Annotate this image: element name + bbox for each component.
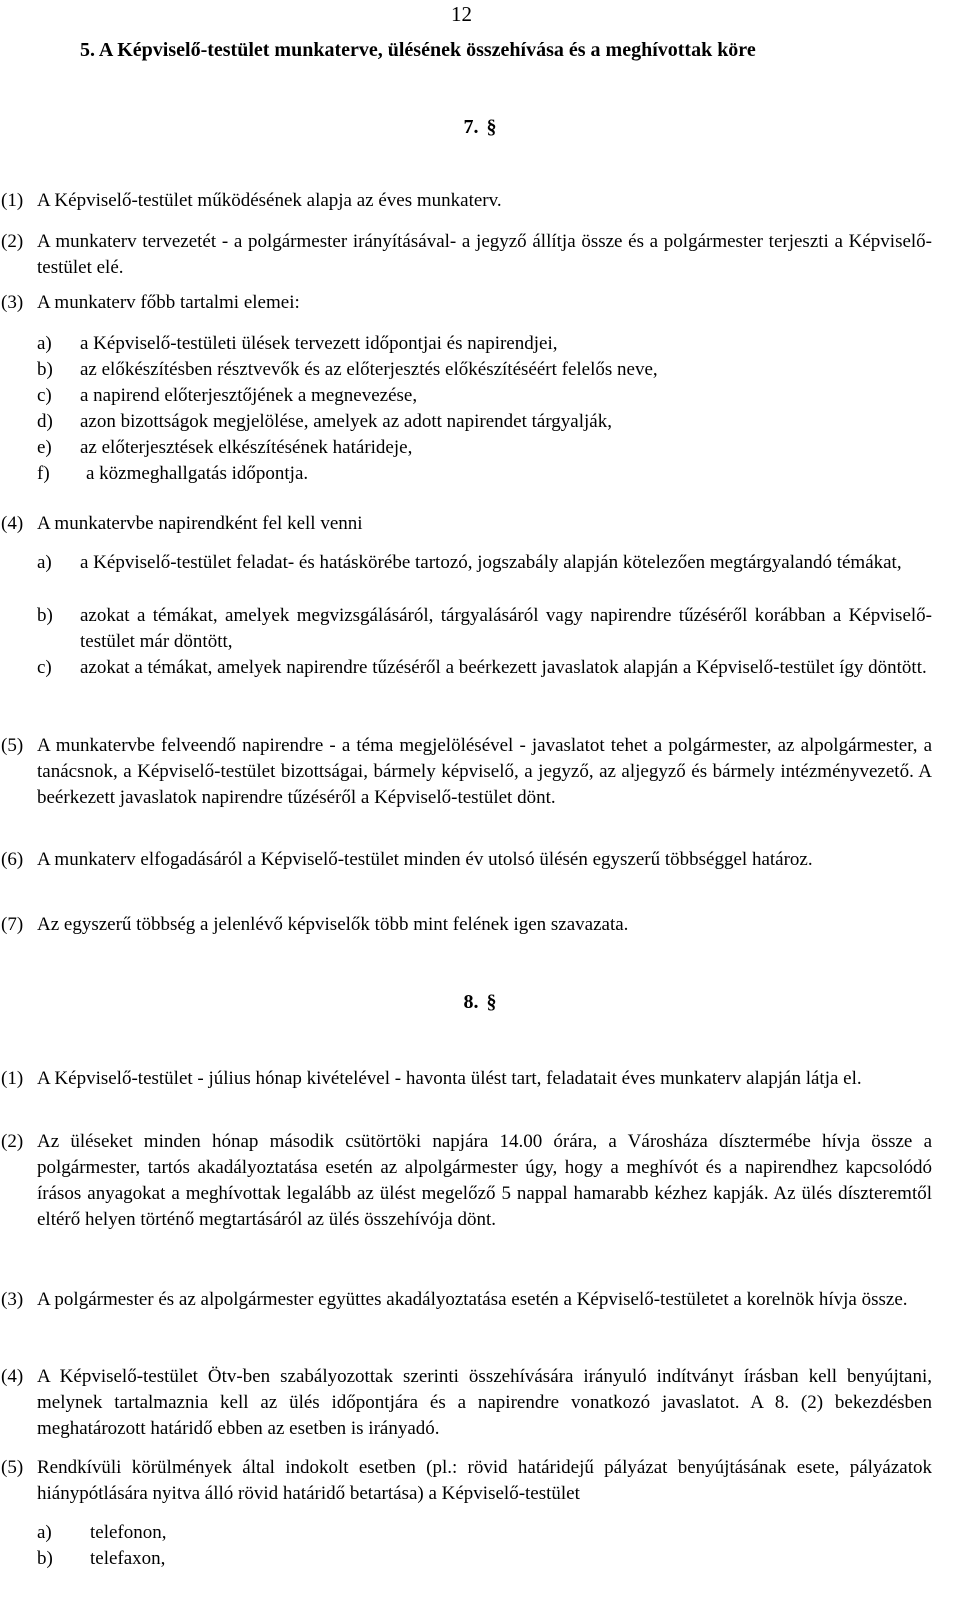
list-label: a)	[37, 552, 52, 573]
paragraph-text: Az egyszerű többség a jelenlévő képviselők több mint felének igen szavazata.	[37, 914, 629, 935]
paragraph-text: A munkatervbe felveendő napirendre - a téma megjelölésével - javaslatot tehet a polgármester, az alpolgármester, a tanácsnok, a Képviselő-testület bizottságai, bármely képviselő, a jegyző, az aljegyző és bármely intézményvezető. A beérkezett javaslatok napirendre tűzéséről a Képviselő-testület dönt.	[37, 735, 932, 808]
list-label: b)	[37, 605, 53, 626]
paragraph-number: (7)	[1, 914, 24, 935]
list-label: f)	[37, 463, 50, 484]
list-label: b)	[37, 359, 53, 380]
section-7-heading	[0, 113, 960, 141]
list-text: azokat a témákat, amelyek megvizsgálásáról, tárgyalásáról vagy napirendre tűzéséről korábban a Képviselő-testület már döntött,	[80, 605, 932, 652]
paragraph-number: (1)	[1, 1068, 24, 1089]
paragraph-number: (5)	[1, 735, 24, 756]
list-label: c)	[37, 385, 52, 406]
paragraph-number: (3)	[1, 292, 24, 313]
paragraph-text: Az üléseket minden hónap második csütörtöki napjára 14.00 órára, a Városháza dísztermébe hívja össze a polgármester, tartós akadályoztatása esetén az alpolgármester úgy, hogy a meghívót és a napirendhez kapcsolódó írásos anyagokat a meghívottak legalább az ülést megelőző 5 nappal hamarabb kézhez kapják. Az ülés díszteremtől eltérő helyen történő megtartásáról az ülés összehívója dönt.	[37, 1131, 932, 1230]
list-text: a Képviselő-testület feladat- és hatáskörébe tartozó, jogszabály alapján kötelezően megtárgyalandó témákat,	[80, 552, 902, 573]
chapter-title: 5. A Képviselő-testület munkaterve, ülésének összehívása és a meghívottak köre	[80, 39, 756, 61]
paragraph-number: (4)	[1, 513, 24, 534]
paragraph-number: (3)	[1, 1289, 24, 1310]
list-text: a Képviselő-testületi ülések tervezett időpontjai és napirendjei,	[80, 333, 558, 354]
section-symbol: §	[486, 991, 497, 1013]
paragraph-text: Rendkívüli körülmények által indokolt esetben (pl.: rövid határidejű pályázat benyújtásának esete, pályázatok hiánypótlására nyitva álló rövid határidő betartása) a Képviselő-testület	[37, 1457, 932, 1504]
section-symbol: §	[486, 116, 497, 138]
paragraph-number: (4)	[1, 1366, 24, 1387]
list-text: az előterjesztések elkészítésének határideje,	[80, 437, 413, 458]
paragraph-text: A polgármester és az alpolgármester együttes akadályoztatása esetén a Képviselő-testületet a korelnök hívja össze.	[37, 1289, 908, 1310]
list-text: az előkészítésben résztvevők és az előterjesztés előkészítéséért felelős neve,	[80, 359, 658, 380]
list-text: a napirend előterjesztőjének a megnevezése,	[80, 385, 418, 406]
paragraph-text: A munkaterv főbb tartalmi elemei:	[37, 292, 300, 313]
list-text: azokat a témákat, amelyek napirendre tűzéséről a beérkezett javaslatok alapján a Képviselő-testület így döntött.	[80, 657, 927, 678]
paragraph-number: (5)	[1, 1457, 24, 1478]
paragraph-number: (2)	[1, 231, 24, 252]
list-label: e)	[37, 437, 52, 458]
paragraph-text: A Képviselő-testület - július hónap kivételével - havonta ülést tart, feladatait éves munkaterv alapján látja el.	[37, 1068, 862, 1089]
list-text: telefonon,	[90, 1522, 167, 1543]
list-text: a közmeghallgatás időpontja.	[86, 463, 309, 484]
list-label: a)	[37, 333, 52, 354]
list-label: d)	[37, 411, 53, 432]
paragraph-number: (2)	[1, 1131, 24, 1152]
section-8-heading	[0, 988, 960, 1016]
list-text: telefaxon,	[90, 1548, 166, 1569]
paragraph-text: A Képviselő-testület Ötv-ben szabályozottak szerinti összehívására irányuló indítványt írásban kell benyújtani, melynek tartalmaznia kell az ülés időpontjára és a napirendre vonatkozó javaslatot. A 8. (2) bekezdésben meghatározott határidő ebben az esetben is irányadó.	[37, 1366, 932, 1439]
page-number: 12	[451, 2, 472, 26]
list-label: a)	[37, 1522, 52, 1543]
list-label: b)	[37, 1548, 53, 1569]
list-text: azon bizottságok megjelölése, amelyek az adott napirendet tárgyalják,	[80, 411, 612, 432]
section-number: 7.	[463, 116, 479, 138]
list-label: c)	[37, 657, 52, 678]
paragraph-number: (1)	[1, 190, 24, 211]
paragraph-number: (6)	[1, 849, 24, 870]
paragraph-text: A munkatervbe napirendként fel kell venni	[37, 513, 363, 534]
paragraph-text: A Képviselő-testület működésének alapja az éves munkaterv.	[37, 190, 502, 211]
paragraph-text: A munkaterv tervezetét - a polgármester irányításával- a jegyző állítja össze és a polgármester terjeszti a Képviselő-testület elé.	[37, 231, 932, 278]
paragraph-text: A munkaterv elfogadásáról a Képviselő-testület minden év utolsó ülésén egyszerű többséggel határoz.	[37, 849, 813, 870]
section-number: 8.	[463, 991, 479, 1013]
